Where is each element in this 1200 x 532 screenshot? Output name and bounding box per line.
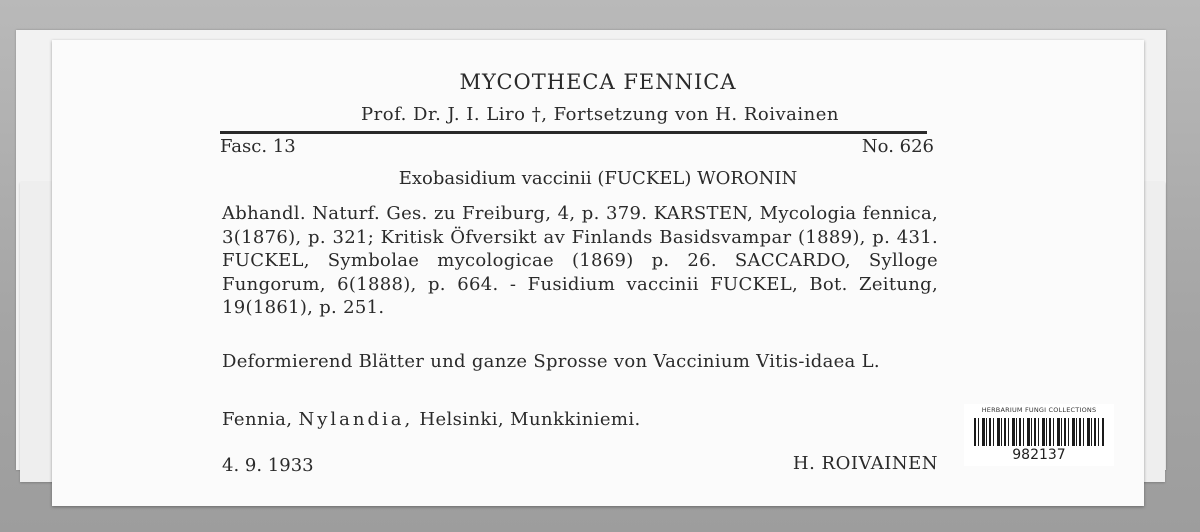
specimen-label (52, 40, 1144, 506)
label-title: MYCOTHECA FENNICA (459, 70, 737, 94)
species-name: Exobasidium vaccinii (FUCKEL) WORONIN (398, 168, 798, 189)
barcode-icon (974, 418, 1104, 446)
barcode-caption: HERBARIUM FUNGI COLLECTIONS (981, 406, 1097, 414)
locality-country: Fennia, (222, 409, 293, 430)
locality-place: Helsinki, Munkkiniemi. (419, 409, 641, 430)
locality-region: Nylandia, (298, 409, 414, 430)
barcode-number: 982137 (1012, 447, 1066, 463)
references-text: Abhandl. Naturf. Ges. zu Freiburg, 4, p. 379. KARSTEN, Mycologia fennica, 3(1876), p. 321; Kritisk Öfversikt av Finlands Basidsvampar (1889), p. 431. FUCKEL, Symbolae mycologicae (1869) p. 26. SACCARDO, Sylloge Fungorum, 6(1888), p. 664. - Fusidium vaccinii FUCKEL, Bot. Zeitung, 19(1861), p. 251. (222, 203, 938, 318)
description-text: Deformierend Blätter und ganze Sprosse von Vaccinium Vitis-idaea L. (222, 351, 880, 372)
divider-rule (220, 131, 927, 134)
collection-date: 4. 9. 1933 (222, 455, 314, 476)
specimen-number: No. 626 (861, 136, 934, 157)
collector-name: H. ROIVAINEN (792, 453, 938, 474)
locality (222, 409, 641, 430)
label-subtitle: Prof. Dr. J. I. Liro †, Fortsetzung von H. Roivainen (361, 104, 839, 125)
barcode-sticker (964, 404, 1114, 466)
fascicle-number: Fasc. 13 (220, 136, 296, 157)
